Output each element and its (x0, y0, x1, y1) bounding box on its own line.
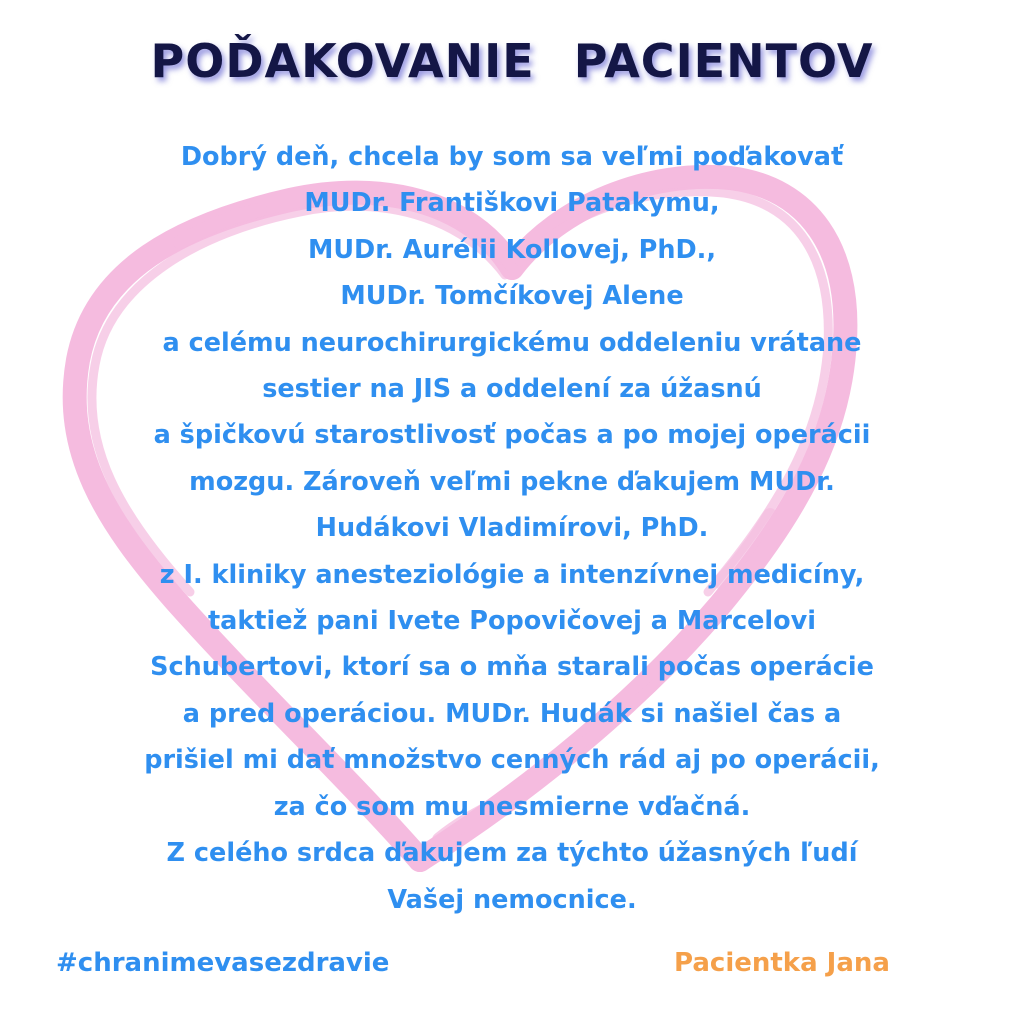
message-line: Vašej nemocnice. (387, 884, 637, 915)
message-line: MUDr. Františkovi Patakymu, (304, 188, 720, 219)
message-line: MUDr. Tomčíkovej Alene (340, 281, 684, 312)
message-line: z I. kliniky anesteziológie a intenzívnej medicíny, (159, 559, 865, 590)
page-title: POĎAKOVANIE PACIENTOV (150, 34, 874, 88)
message-line: Dobrý deň, chcela by som sa veľmi poďakovať (180, 142, 844, 172)
message-line: za čo som mu nesmierne vďačná. (273, 791, 751, 822)
hashtag: #chranimevasezdravie (56, 948, 390, 978)
message-line: Schubertovi, ktorí sa o mňa starali počas operácie (150, 652, 874, 683)
thank-you-message (60, 134, 964, 923)
message-line: Hudákovi Vladimírovi, PhD. (315, 513, 709, 544)
message-line: Z celého srdca ďakujem za týchto úžasných ľudí (166, 838, 858, 869)
message-line: MUDr. Aurélii Kollovej, PhD., (307, 234, 717, 265)
message-line: mozgu. Zároveň veľmi pekne ďakujem MUDr. (189, 466, 835, 497)
message-line: a špičkovú starostlivosť počas a po mojej operácii (153, 420, 871, 451)
message-line: taktiež pani Ivete Popovičovej a Marcelovi (207, 606, 817, 637)
message-line: prišiel mi dať množstvo cenných rád aj po operácii, (144, 745, 880, 776)
message-line: a pred operáciou. MUDr. Hudák si našiel čas a (182, 698, 842, 729)
message-line: a celému neurochirurgickému oddeleniu vrátane (162, 327, 862, 358)
signature: Pacientka Jana (674, 948, 890, 978)
message-line: sestier na JIS a oddelení za úžasnú (262, 374, 762, 405)
